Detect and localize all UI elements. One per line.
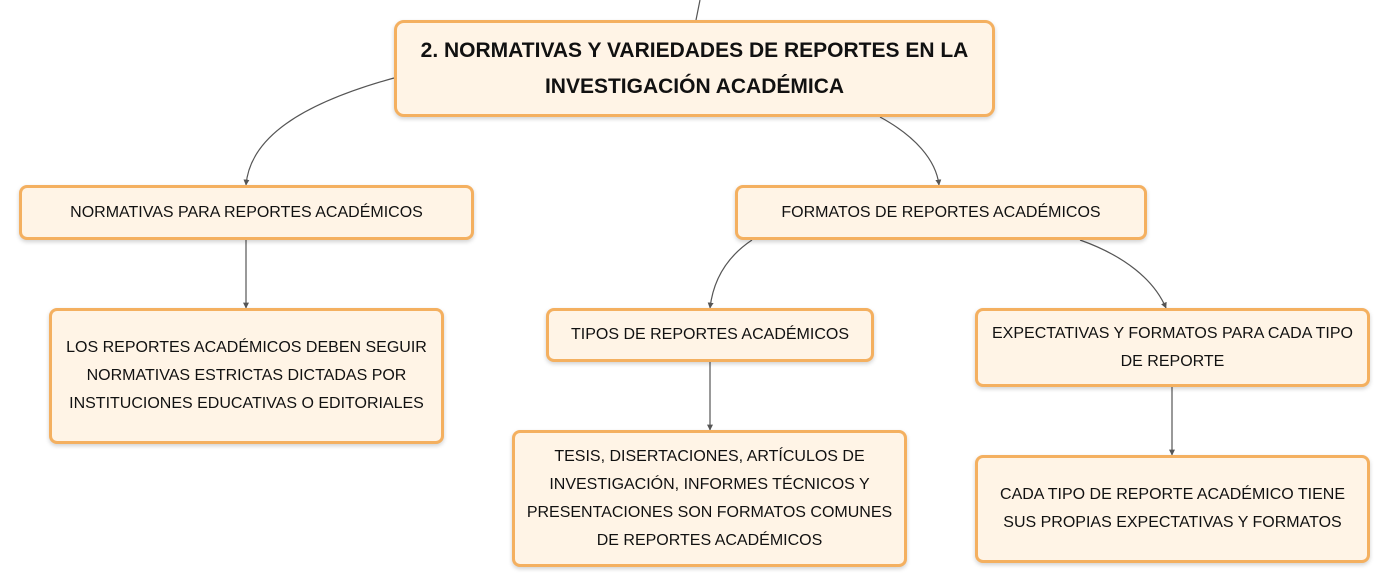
normativas-detail-node[interactable] [49, 308, 444, 444]
normativas-node[interactable] [19, 185, 474, 240]
connector-root-normativas [246, 78, 394, 185]
tipos-detail-label: TESIS, DISERTACIONES, ARTÍCULOS DE INVESTIGACIÓN, INFORMES TÉCNICOS Y PRESENTACIONES SON FORMATOS COMUNES DE REPORTES ACADÉMICOS [526, 447, 893, 549]
expectativas-detail-node[interactable] [975, 455, 1370, 563]
expectativas-node[interactable] [975, 308, 1370, 387]
root-node[interactable] [394, 20, 995, 117]
tipos-detail-node[interactable] [512, 430, 907, 567]
tipos-node[interactable] [546, 308, 874, 362]
normativas-detail-label: LOS REPORTES ACADÉMICOS DEBEN SEGUIR NORMATIVAS ESTRICTAS DICTADAS POR INSTITUCIONES EDUCATIVAS O EDITORIALES [66, 339, 427, 412]
formatos-node[interactable] [735, 185, 1147, 240]
connector-incoming [696, 0, 700, 20]
connector-root-formatos [880, 117, 939, 185]
connector-formatos-expectativas [1080, 240, 1166, 308]
root-node-label: 2. NORMATIVAS Y VARIEDADES DE REPORTES EN LA INVESTIGACIÓN ACADÉMICA [420, 38, 969, 98]
expectativas-detail-label: CADA TIPO DE REPORTE ACADÉMICO TIENE SUS PROPIAS EXPECTATIVAS Y FORMATOS [1000, 486, 1345, 531]
normativas-node-label: NORMATIVAS PARA REPORTES ACADÉMICOS [70, 203, 423, 221]
expectativas-node-label: EXPECTATIVAS Y FORMATOS PARA CADA TIPO DE REPORTE [992, 324, 1353, 370]
tipos-node-label: TIPOS DE REPORTES ACADÉMICOS [571, 326, 849, 343]
connector-formatos-tipos [710, 240, 752, 308]
formatos-node-label: FORMATOS DE REPORTES ACADÉMICOS [781, 203, 1101, 221]
